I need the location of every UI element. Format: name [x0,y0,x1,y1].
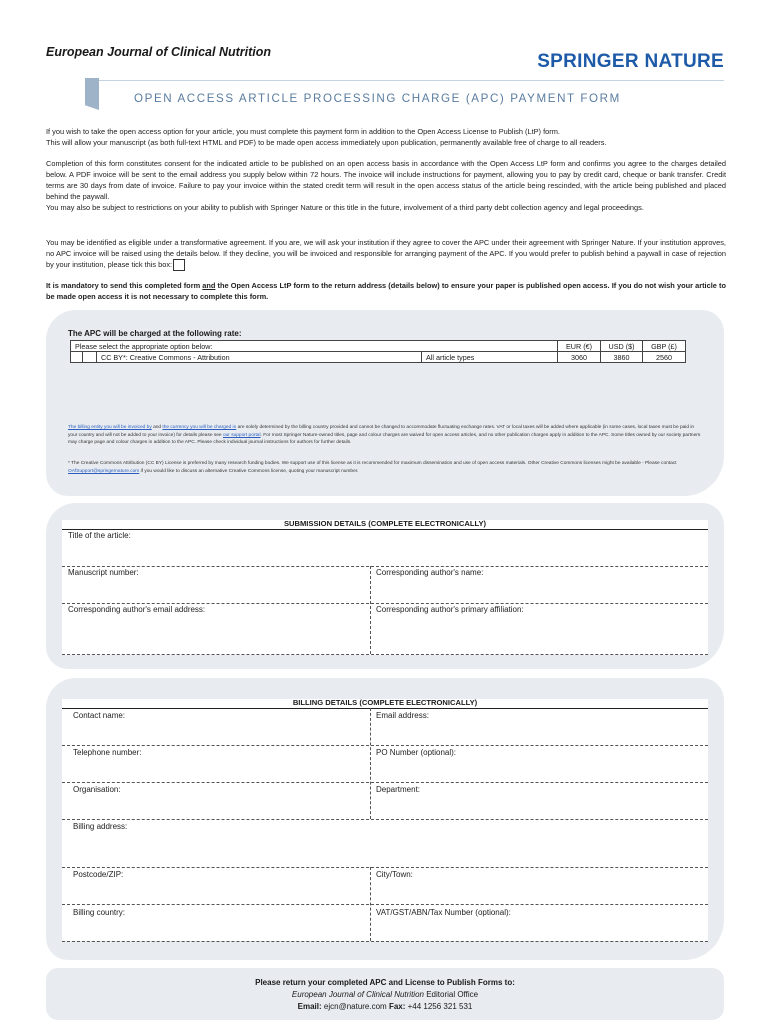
intro-paragraph-2 [46,158,726,213]
billing-title: BILLING DETAILS (COMPLETE ELECTRONICALLY) [292,698,478,707]
email-label: Email: [297,1002,322,1011]
article-types: All article types [422,352,558,363]
intro-line-1: If you wish to take the open access option for your article, you must complete this payment form in addition to the Open Access License to Publish (LtP) form. [46,127,560,136]
transformative-text: You may be identified as eligible under a transformative agreement. If you are, we will ask your institution if they agree to cover the APC under their agreement with Springer Nature. If your institution approves, no APC invoice will be raised using the details below. If they decline, you will be invoiced and responsible for arranging payment of the APC. If you would prefer to publish behind a paywall in case of rejection by your institution, please tick this box: [46,238,726,270]
mandatory-text-b: the Open Access LtP form to the return address (details below) to ensure your paper is published open access. If you do not wish your article to be made open access it is not necessary to complete this form. [46,281,726,302]
note-text-a: are solely determined by the billing country provided and cannot be changed to accommodate fluctuating exchange rates. VAT or local taxes will be added where applicable (in some cases, local taxes must be paid in your country and will not be added to your invoice) for details please see [68,425,695,438]
divider [62,867,708,868]
office-email-link[interactable]: ejcn@nature.com [321,1002,389,1011]
billing-title-rule [62,708,708,709]
fax-label: Fax: [388,1002,406,1011]
manuscript-number-field[interactable]: Manuscript number: [68,568,139,577]
note-and: and [151,425,163,430]
author-affiliation-field[interactable]: Corresponding author's primary affiliation: [376,605,524,614]
billing-address-field[interactable]: Billing address: [73,822,128,831]
intro-paragraph-3 [46,237,726,271]
price-usd: 3860 [601,352,643,363]
journal-name: European Journal of Clinical Nutrition [46,45,272,59]
fax-number: +44 1256 321 531 [405,1002,473,1011]
col-usd: USD ($) [601,341,643,352]
license-note-a: * The Creative Commons Attribution (CC BY) License is preferred by many research funding bodies. We support use of this license as it is recommended for maximum dissemination and use of open access materials. Other Creative Commons licenses might be available - Please contact [68,461,677,466]
organisation-field[interactable]: Organisation: [73,785,121,794]
license-note-b: if you would like to discuss an alternative Creative Commons license, quoting your manuscript number. [139,468,359,474]
divider [62,782,708,783]
cc-by-checkbox[interactable] [83,352,97,363]
divider [62,654,708,655]
contact-name-field[interactable]: Contact name: [73,711,126,720]
divider [62,603,708,604]
license-note [68,460,704,475]
email-field[interactable]: Email address: [376,711,429,720]
contact-line [46,1002,724,1011]
column-divider [370,867,371,941]
row-spacer [71,352,83,363]
footer-office: Editorial Office [423,990,479,999]
apc-rate-table [70,340,686,363]
vat-number-field[interactable]: VAT/GST/ABN/Tax Number (optional): [376,908,511,917]
return-instruction: Please return your completed APC and License to Publish Forms to: [255,978,515,987]
billing-entity-link[interactable]: The billing entity you will be invoiced by [68,425,152,430]
publisher-logo [537,51,724,73]
price-eur: 3060 [558,352,601,363]
col-eur: EUR (€) [558,341,601,352]
support-portal-link[interactable]: our support portal [222,432,261,438]
col-gbp: GBP (£) [643,341,686,352]
mandatory-notice [46,280,726,302]
divider [62,819,708,820]
column-divider [370,566,371,654]
apc-heading: The APC will be charged at the following rate: [68,329,242,338]
table-row [71,352,686,363]
editorial-office [46,990,724,999]
submission-form-area [62,520,708,655]
note-text-b: . For most Springer Nature-owned titles, page and colour charges are waived for open access articles, and no other publication charges apply in addition to the APC. Some titles owned by our society partners may charge page and colour charges in addition to the APC. Please check individual journal instructions for authors for further details. [68,432,701,446]
telephone-field[interactable]: Telephone number: [73,748,142,757]
form-title: OPEN ACCESS ARTICLE PROCESSING CHARGE (APC) PAYMENT FORM [134,92,621,105]
divider [62,904,708,905]
support-email-link[interactable]: OAfSupport@springernature.com [68,468,140,474]
logo-word-springer: SPRINGER [537,51,639,72]
department-field[interactable]: Department: [376,785,421,794]
mandatory-text-a: It is mandatory to send this completed form [46,281,203,290]
divider [62,566,708,567]
currency-link[interactable]: the currency you will be charged in [162,425,237,430]
apc-instruction: Please select the appropriate option below: [71,341,558,352]
license-name: CC BY*: Creative Commons - Attribution [97,352,422,363]
consent-text: Completion of this form constitutes consent for the indicated article to be published on an open access basis in accordance with the Open Access LtP form and confirms you agree to the charges detailed below. A PDF invoice will be sent to the email address you supply below within 72 hours. The invoice will include instructions for payment, allowing you to pay by credit card, cheque or bank transfer. Credit terms are 30 days from date of invoice. Failure to pay your invoice within the stated credit term will result in the open access status of the article being rescinded, with the article being published and placed behind the paywall. [46,159,726,202]
billing-country-field[interactable]: Billing country: [73,908,126,917]
column-divider [370,708,371,819]
billing-note [68,424,704,447]
logo-word-nature: NATURE [644,51,724,72]
bookmark-ribbon [85,78,99,110]
po-number-field[interactable]: PO Number (optional): [376,748,457,757]
restriction-text: You may also be subject to restrictions on your ability to publish with Springer Nature or this title in the future, involvement of a third party debt collection agency and legal proceedings. [46,203,644,213]
city-field[interactable]: City/Town: [376,870,413,879]
submission-title-rule [62,529,708,530]
price-gbp: 2560 [643,352,686,363]
divider [62,745,708,746]
postcode-field[interactable]: Postcode/ZIP: [73,870,124,879]
divider [62,941,708,942]
intro-paragraph-1 [46,126,726,148]
intro-line-2: This will allow your manuscript (as both full-text HTML and PDF) to be made open access immediately upon publication, permanently available free of charge to all readers. [46,138,607,148]
submission-title: SUBMISSION DETAILS (COMPLETE ELECTRONICALLY) [283,519,487,528]
mandatory-and: and [202,281,216,290]
paywall-checkbox[interactable] [173,259,185,271]
footer-journal: European Journal of Clinical Nutrition [291,990,424,999]
article-title-field[interactable]: Title of the article: [68,531,131,540]
header-divider [99,80,724,81]
author-email-field[interactable]: Corresponding author's email address: [68,605,206,614]
author-name-field[interactable]: Corresponding author's name: [376,568,484,577]
